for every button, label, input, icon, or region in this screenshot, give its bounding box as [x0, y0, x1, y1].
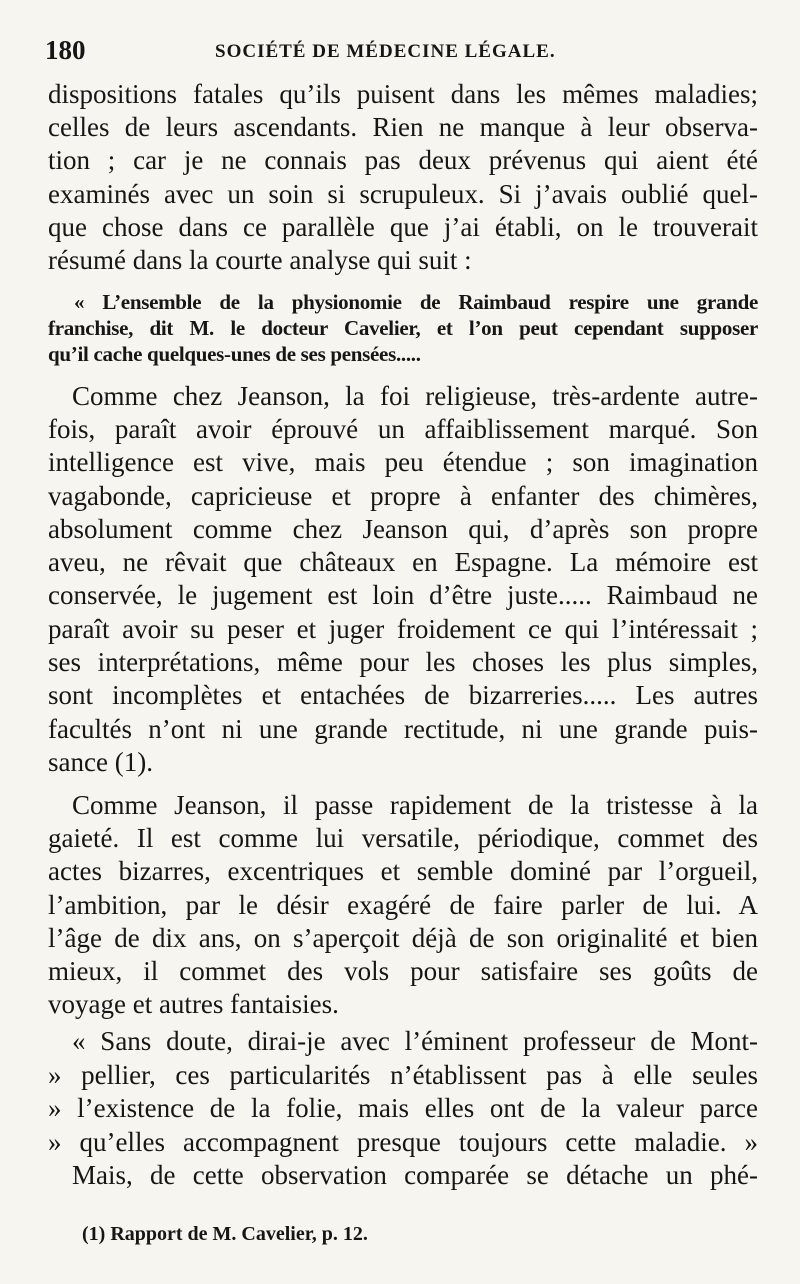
text-line: sont incomplètes et entachées de bizarreries..... Les autres — [48, 680, 758, 710]
text-line: tion ; car je ne connais pas deux prévenus qui aient été — [48, 145, 758, 175]
text-line: que chose dans ce parallèle que j’ai établi, on le trouverait — [48, 212, 758, 242]
quote-line: « L’ensemble de la physionomie de Raimbaud respire une grande — [74, 290, 758, 314]
text-line: ses interprétations, même pour les choses les plus simples, — [48, 647, 758, 677]
text-line: voyage et autres fantaisies. — [48, 989, 339, 1019]
page-header — [45, 35, 765, 71]
text-line: l’âge de dix ans, on s’aperçoit déjà de son originalité et bien — [48, 923, 758, 953]
text-line: sance (1). — [48, 747, 153, 777]
quote-line: » l’existence de la folie, mais elles ont de la valeur parce — [48, 1093, 758, 1123]
text-line: Comme Jeanson, il passe rapidement de la tristesse à la — [72, 790, 758, 820]
quote-line: « Sans doute, dirai-je avec l’éminent professeur de Mont- — [72, 1026, 758, 1056]
quote-line: franchise, dit M. le docteur Cavelier, et l’on peut cependant supposer — [48, 316, 758, 340]
quote-line: » pellier, ces particularités n’établissent pas à elle seules — [48, 1060, 758, 1090]
text-line: dispositions fatales qu’ils puisent dans les mêmes maladies; — [48, 79, 758, 109]
text-line: actes bizarres, excentriques et semble dominé par l’orgueil, — [48, 856, 758, 886]
footnote: (1) Rapport de M. Cavelier, p. 12. — [82, 1223, 368, 1245]
text-line: fois, paraît avoir éprouvé un affaiblissement marqué. Son — [48, 414, 758, 444]
text-line: absolument comme chez Jeanson qui, d’après son propre — [48, 514, 758, 544]
running-title: SOCIÉTÉ DE MÉDECINE LÉGALE. — [215, 41, 556, 62]
text-line: résumé dans la courte analyse qui suit : — [48, 245, 472, 275]
text-line: facultés n’ont ni une grande rectitude, ni une grande puis- — [48, 714, 758, 744]
quote-line: qu’il cache quelques-unes de ses pensées..... — [48, 342, 421, 366]
text-line: l’ambition, par le désir exagéré de faire parler de lui. A — [48, 890, 758, 920]
text-line: celles de leurs ascendants. Rien ne manque à leur observa- — [48, 112, 758, 142]
text-line: Mais, de cette observation comparée se détache un phé- — [72, 1160, 758, 1190]
quote-line: » qu’elles accompagnent presque toujours cette maladie. » — [48, 1127, 758, 1157]
text-line: mieux, il commet des vols pour satisfaire ses goûts de — [48, 956, 758, 986]
text-line: conservée, le jugement est loin d’être juste..... Raimbaud ne — [48, 580, 758, 610]
text-line: examinés avec un soin si scrupuleux. Si j’avais oublié quel- — [48, 179, 758, 209]
text-line: Comme chez Jeanson, la foi religieuse, très-ardente autre- — [72, 381, 758, 411]
page-number: 180 — [45, 35, 86, 65]
text-line: vagabonde, capricieuse et propre à enfanter des chimères, — [48, 481, 758, 511]
text-line: aveu, ne rêvait que châteaux en Espagne. La mémoire est — [48, 547, 758, 577]
text-line: gaieté. Il est comme lui versatile, périodique, commet des — [48, 823, 758, 853]
text-line: paraît avoir su peser et juger froidement ce qui l’intéressait ; — [48, 614, 758, 644]
footnote-rule — [48, 1200, 228, 1201]
text-line: intelligence est vive, mais peu étendue ; son imagination — [48, 447, 758, 477]
